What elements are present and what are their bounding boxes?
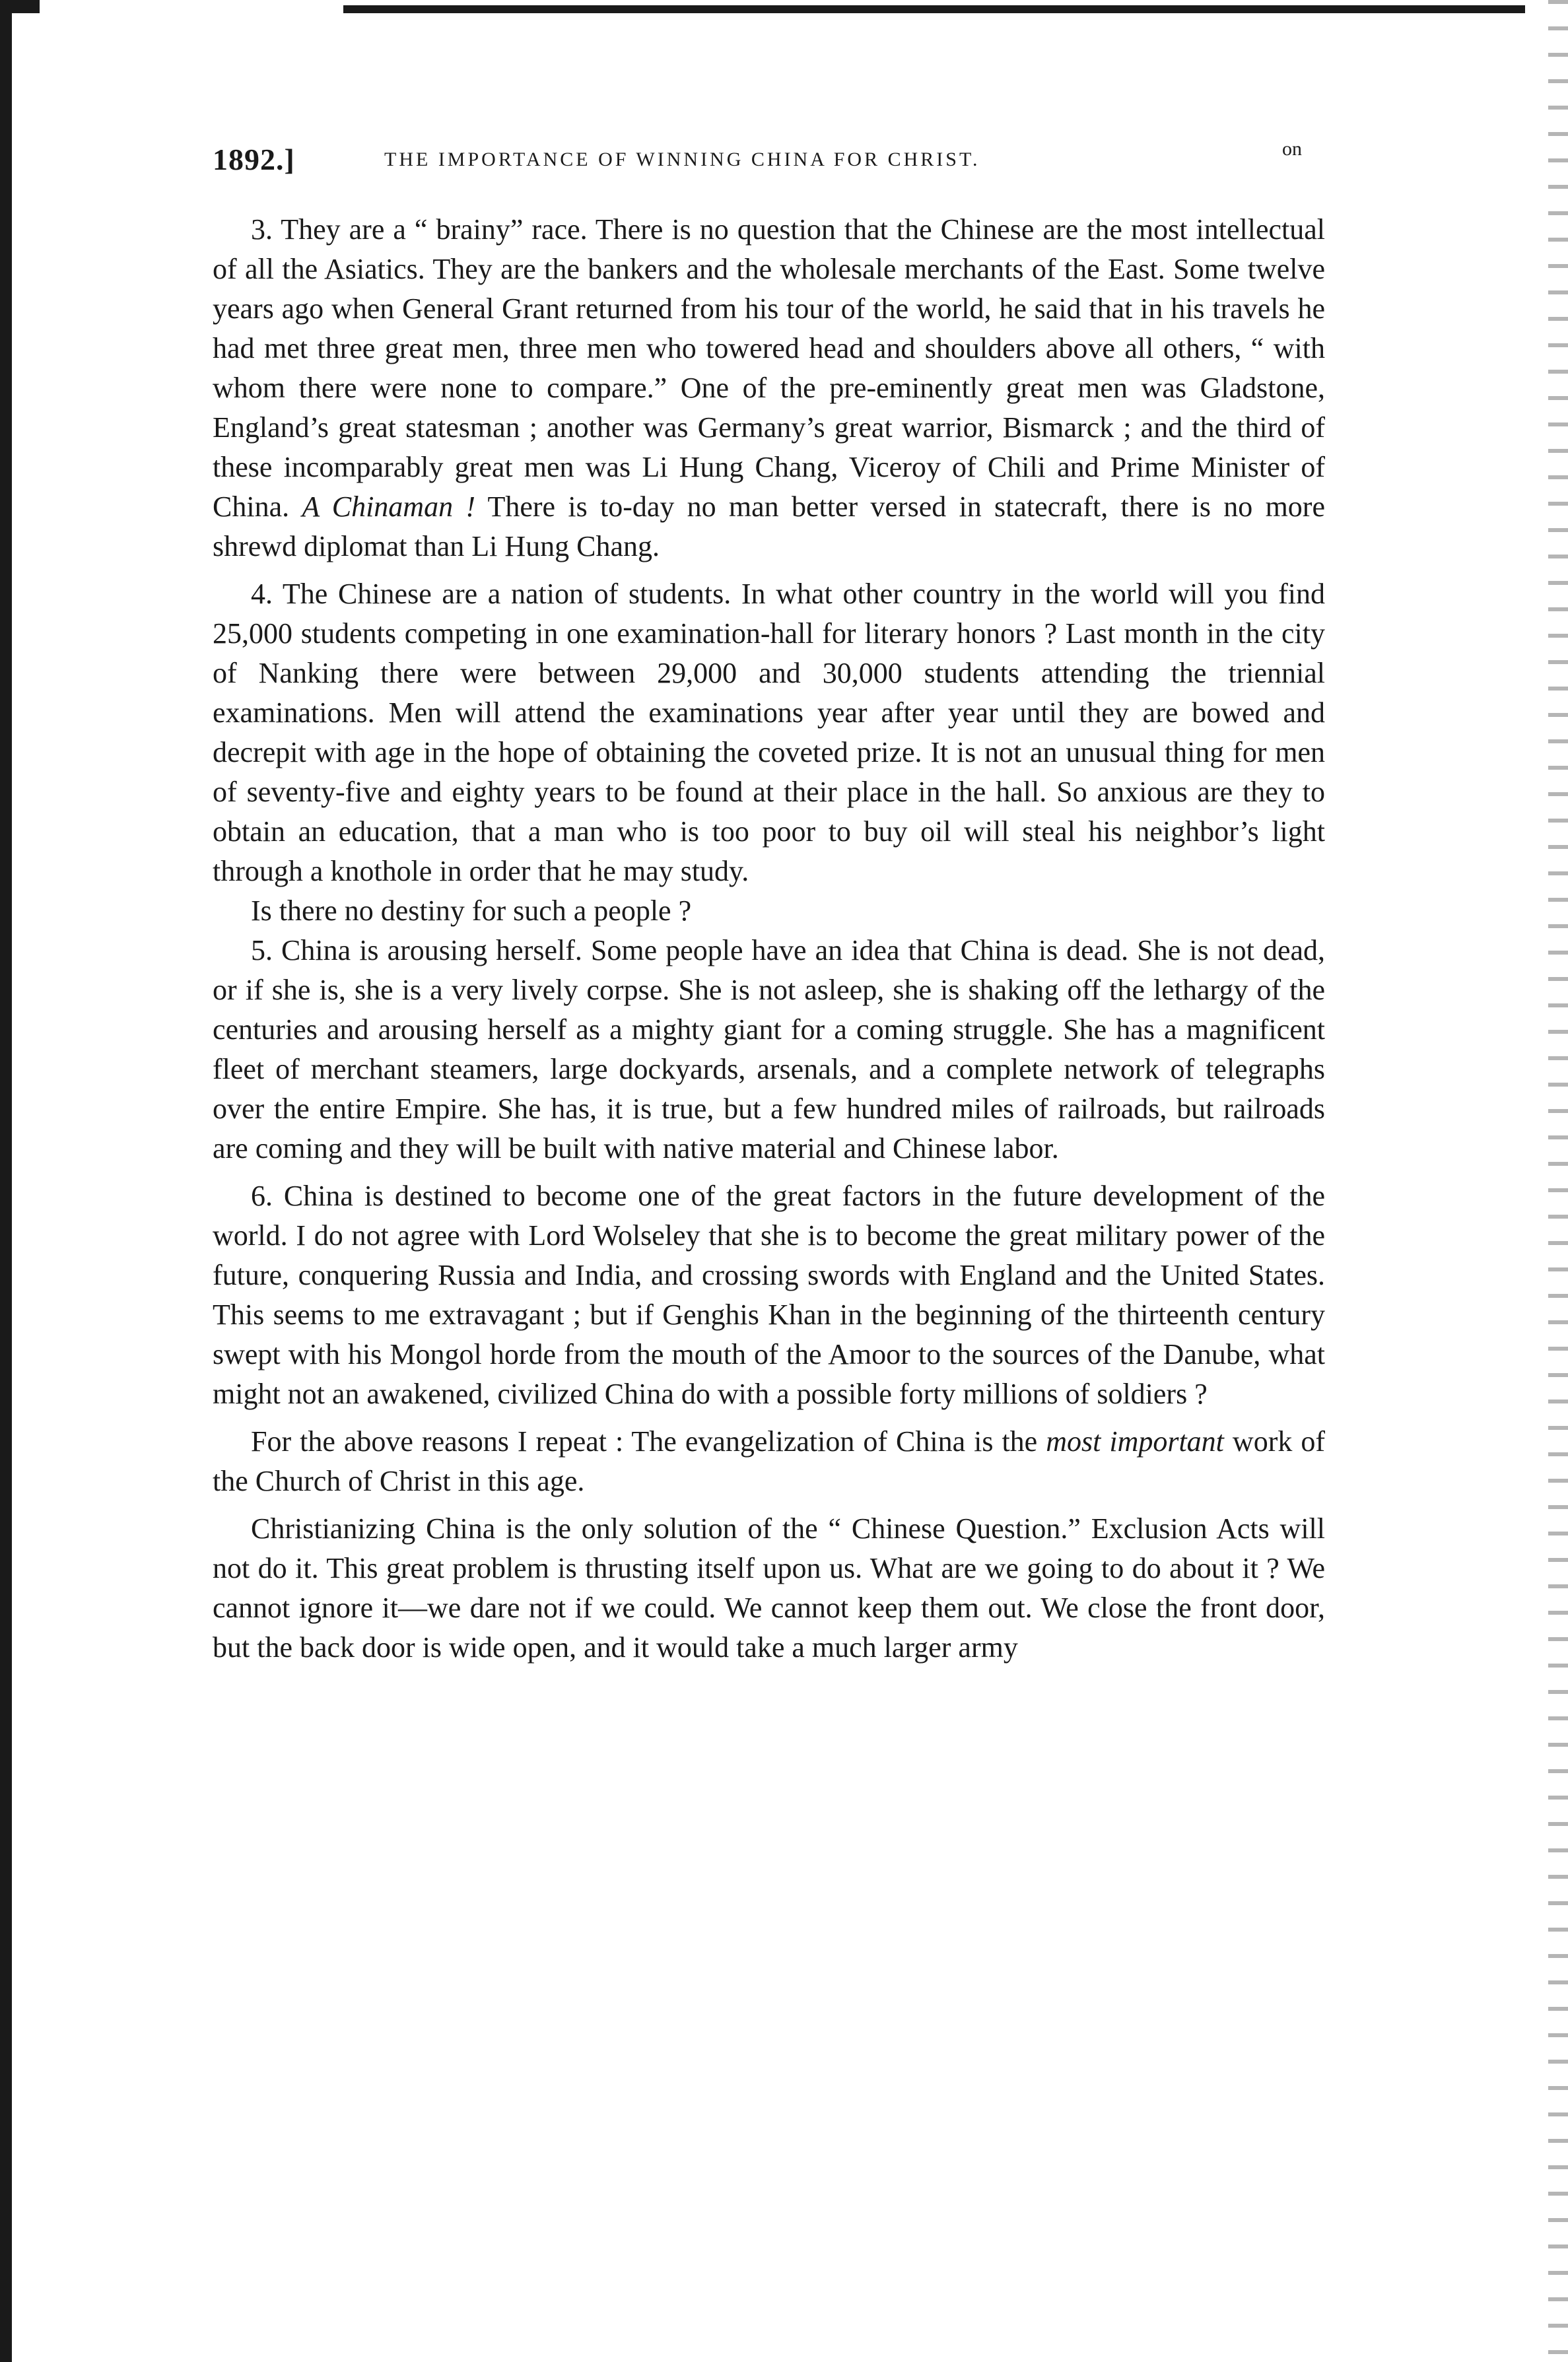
scan-edge-left	[0, 0, 12, 2362]
text-run: 5. China is arousing herself. Some people have an idea that China is dead. She is not dead, or if she is, she is a very lively corpse. She is not asleep, she is shaking off the lethargy of the centuries and arousing herself as a mighty giant for a coming struggle. She has a magnificent fleet of merchant steamers, large dockyards, arsenals, and a complete network of telegraphs over the entire Empire. She has, it is true, but a few hundred miles of railroads, but railroads are coming and they will be built with native material and Chinese labor.	[213, 934, 1325, 1164]
page-number: on	[1282, 138, 1302, 160]
paragraph-5-arousing	[213, 931, 1325, 1168]
paragraph-3-brainy-race	[213, 210, 1325, 566]
top-rule	[343, 5, 1525, 13]
italic-text-run: A Chinaman !	[302, 490, 476, 523]
italic-text-run: most important	[1046, 1425, 1224, 1458]
text-run: 3. They are a “ brainy” race. There is no question that the Chinese are the most intellectual of all the Asiatics. They are the bankers and the wholesale merchants of the East. Some twelve years ago when General Grant returned from his tour of the world, he said that in his travels he had met three great men, three men who towered head and shoulders above all others, “ with whom there were none to compare.” One of the pre-eminently great men was Gladstone, England’s great statesman ; another was Germany’s great warrior, Bismarck ; and the third of these incomparably great men was Li Hung Chang, Viceroy of Chili and Prime Minister of China.	[213, 213, 1325, 523]
scan-edge-left-cap	[0, 0, 40, 13]
text-run: work of the Church of Christ in this age.	[213, 1425, 1325, 1497]
text-run: For the above reasons I repeat : The evangelization of China is the	[251, 1425, 1046, 1458]
page-header	[213, 138, 1335, 182]
paragraph-6-destined	[213, 1176, 1325, 1414]
text-run: Christianizing China is the only solution of the “ Chinese Question.” Exclusion Acts will not do it. This great problem is thrusting itself upon us. What are we going to do about it ? We cannot ignore it—we dare not if we could. We cannot keep them out. We close the front door, but the back door is wide open, and it would take a much larger army	[213, 1512, 1325, 1664]
text-run: 6. China is destined to become one of the great factors in the future development of the world. I do not agree with Lord Wolseley that she is to become the great military power of the future, conquering Russia and India, and crossing swords with England and the United States. This seems to me extravagant ; but if Genghis Khan in the beginning of the thirteenth century swept with his Mongol horde from the mouth of the Amoor to the sources of the Danube, what might not an awakened, civilized China do with a possible forty millions of soldiers ?	[213, 1180, 1325, 1410]
running-title: THE IMPORTANCE OF WINNING CHINA FOR CHRIST.	[384, 149, 980, 170]
text-run: Is there no destiny for such a people ?	[251, 894, 692, 927]
text-run: 4. The Chinese are a nation of students. In what other country in the world will you find 25,000 students competing in one examination-hall for literary honors ? Last month in the city of Nanking there were between 29,000 and 30,000 students attending the triennial examinations. Men will attend the examinations year after year until they are bowed and decrepit with age in the hope of obtaining the coveted prize. It is not an unusual thing for men of seventy-five and eighty years to be found at their place in the hall. So anxious are they to obtain an education, that a man who is too poor to buy oil will steal his neighbor’s light through a knothole in order that he may study.	[213, 578, 1325, 887]
scan-edge-right	[1548, 0, 1568, 2362]
paragraph-4-students	[213, 574, 1325, 891]
body-text	[213, 210, 1325, 1668]
paragraph-destiny-question	[213, 891, 1325, 931]
text-run: There is to-day no man better versed in statecraft, there is no more shrewd diplomat than Li Hung Chang.	[213, 490, 1325, 562]
paragraph-chinese-question	[213, 1509, 1325, 1668]
paragraph-reasons	[213, 1422, 1325, 1501]
header-year: 1892.]	[213, 143, 295, 176]
